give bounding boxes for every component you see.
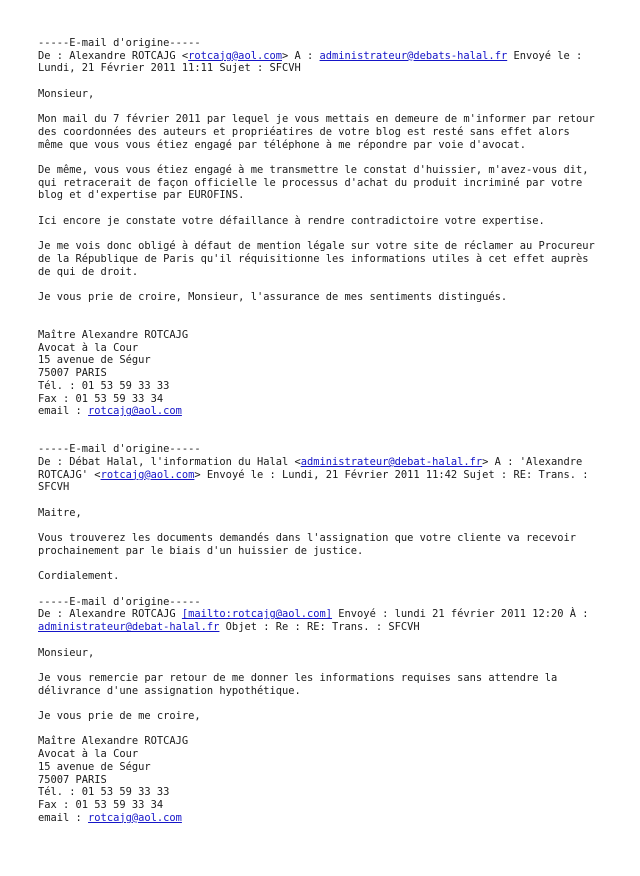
sender-email-link[interactable]: administrateur@debat-halal.fr: [300, 456, 483, 469]
sender-email-link[interactable]: rotcajg@aol.com: [188, 49, 282, 62]
header-text: > A :: [281, 49, 320, 62]
paragraph: [38, 113, 608, 151]
header-text: > A : 'Alexandre: [482, 456, 583, 469]
email-header-line: SFCVH: [38, 481, 70, 494]
original-email-separator: -----E-mail d'origine-----: [38, 37, 201, 49]
text-line: Ici encore je constate votre défaillance à rendre contradictoire votre expertise.: [38, 214, 545, 227]
closing: Cordialement.: [38, 570, 120, 583]
signature-email-line: [38, 405, 608, 418]
header-text: Envoyé : lundi 21 février 2011 12:20 À :: [332, 608, 589, 621]
paragraph: [38, 240, 608, 278]
signature-title: Avocat à la Cour: [38, 341, 139, 354]
paragraph: [38, 164, 608, 202]
text-line: Je vous prie de me croire,: [38, 710, 201, 722]
text-line: Mon mail du 7 février 2011 par lequel je vous mettais en demeure de m'informer par retour: [38, 113, 595, 126]
text-line: Je vous remercie par retour de me donner les informations requises sans attendre la: [38, 671, 558, 684]
signature-name: Maître Alexandre ROTCAJG: [38, 329, 189, 342]
mailto-link[interactable]: [mailto:rotcajg@aol.com]: [181, 608, 333, 621]
text-line: Vous trouverez les documents demandés dans l'assignation que votre cliente va recevoir: [38, 532, 576, 545]
signature-email-link[interactable]: rotcajg@aol.com: [88, 811, 182, 824]
email-header-line: [38, 469, 608, 482]
paragraph: [38, 672, 608, 697]
signature-street: 15 avenue de Ségur: [38, 760, 151, 773]
signature-street: 15 avenue de Ségur: [38, 354, 151, 367]
text-line: blog et d'expertise par EUROFINS.: [38, 189, 245, 202]
text-line: même que vous vous étiez engagé par téléphone à me répondre par voie d'avocat.: [38, 138, 526, 151]
paragraph: [38, 291, 608, 304]
paragraph: [38, 532, 608, 557]
recipient-email-link[interactable]: administrateur@debat-halal.fr: [38, 621, 220, 634]
text-line: délivrance d'une assignation hypothétique.: [38, 684, 301, 697]
signature-block: [38, 329, 608, 418]
header-text: De : Débat Halal, l'information du Halal <: [38, 456, 301, 469]
signature-phone: Tél. : 01 53 59 33 33: [38, 379, 170, 392]
text-line: Je me vois donc obligé à défaut de mention légale sur votre site de réclamer au Procureur: [38, 240, 595, 253]
header-text: Objet : Re : RE: Trans. : SFCVH: [219, 621, 420, 634]
text-line: de qui de droit.: [38, 265, 139, 278]
email-header-line: [38, 621, 608, 634]
email-header-line: Lundi, 21 Février 2011 11:11 Sujet : SFCVH: [38, 62, 301, 75]
header-text: > Envoyé le : Lundi, 21 Février 2011 11:42 Sujet : RE: Trans. :: [194, 468, 589, 481]
original-email-separator: -----E-mail d'origine-----: [38, 595, 201, 608]
signature-city: 75007 PARIS: [38, 367, 107, 380]
signature-email-link[interactable]: rotcajg@aol.com: [88, 405, 182, 418]
greeting: Maitre,: [38, 506, 82, 519]
signature-fax: Fax : 01 53 59 33 34: [38, 392, 164, 405]
email-header-line: [38, 608, 608, 621]
recipient-email-link[interactable]: administrateur@debats-halal.fr: [319, 49, 508, 62]
text-line: prochainement par le biais d'un huissier de justice.: [38, 544, 364, 557]
header-text: De : Alexandre ROTCAJG: [38, 608, 182, 621]
signature-block: [38, 735, 608, 824]
paragraph: [38, 215, 608, 228]
text-line: de la République de Paris qu'il réquisitionne les informations utiles à cet effet auprès: [38, 252, 589, 265]
signature-fax: Fax : 01 53 59 33 34: [38, 798, 164, 811]
recipient-email-link[interactable]: rotcajg@aol.com: [100, 468, 195, 481]
greeting: Monsieur,: [38, 87, 95, 100]
header-text: Envoyé le :: [507, 49, 583, 62]
email-header-line: [38, 50, 608, 63]
greeting: Monsieur,: [38, 646, 95, 659]
signature-city: 75007 PARIS: [38, 773, 107, 786]
email-label: email :: [38, 405, 89, 418]
original-email-separator: -----E-mail d'origine-----: [38, 443, 201, 456]
signature-title: Avocat à la Cour: [38, 748, 139, 761]
email-thread: [38, 37, 608, 824]
email-label: email :: [38, 811, 89, 824]
header-text: ROTCAJG' <: [38, 468, 101, 481]
text-line: des coordonnées des auteurs et propriéatires de votre blog est resté sans effet alors: [38, 125, 570, 138]
text-line: De même, vous vous étiez engagé à me transmettre le constat d'huissier, m'avez-vous dit,: [38, 163, 589, 176]
text-line: qui retracerait de façon officielle le processus d'achat du produit incriminé par votre: [38, 176, 583, 189]
signature-phone: Tél. : 01 53 59 33 33: [38, 786, 170, 799]
signature-email-line: [38, 812, 608, 825]
signature-name: Maître Alexandre ROTCAJG: [38, 735, 189, 748]
email-header-line: [38, 456, 608, 469]
header-text: De : Alexandre ROTCAJG <: [38, 49, 189, 62]
text-line: Je vous prie de croire, Monsieur, l'assurance de mes sentiments distingués.: [38, 290, 508, 303]
